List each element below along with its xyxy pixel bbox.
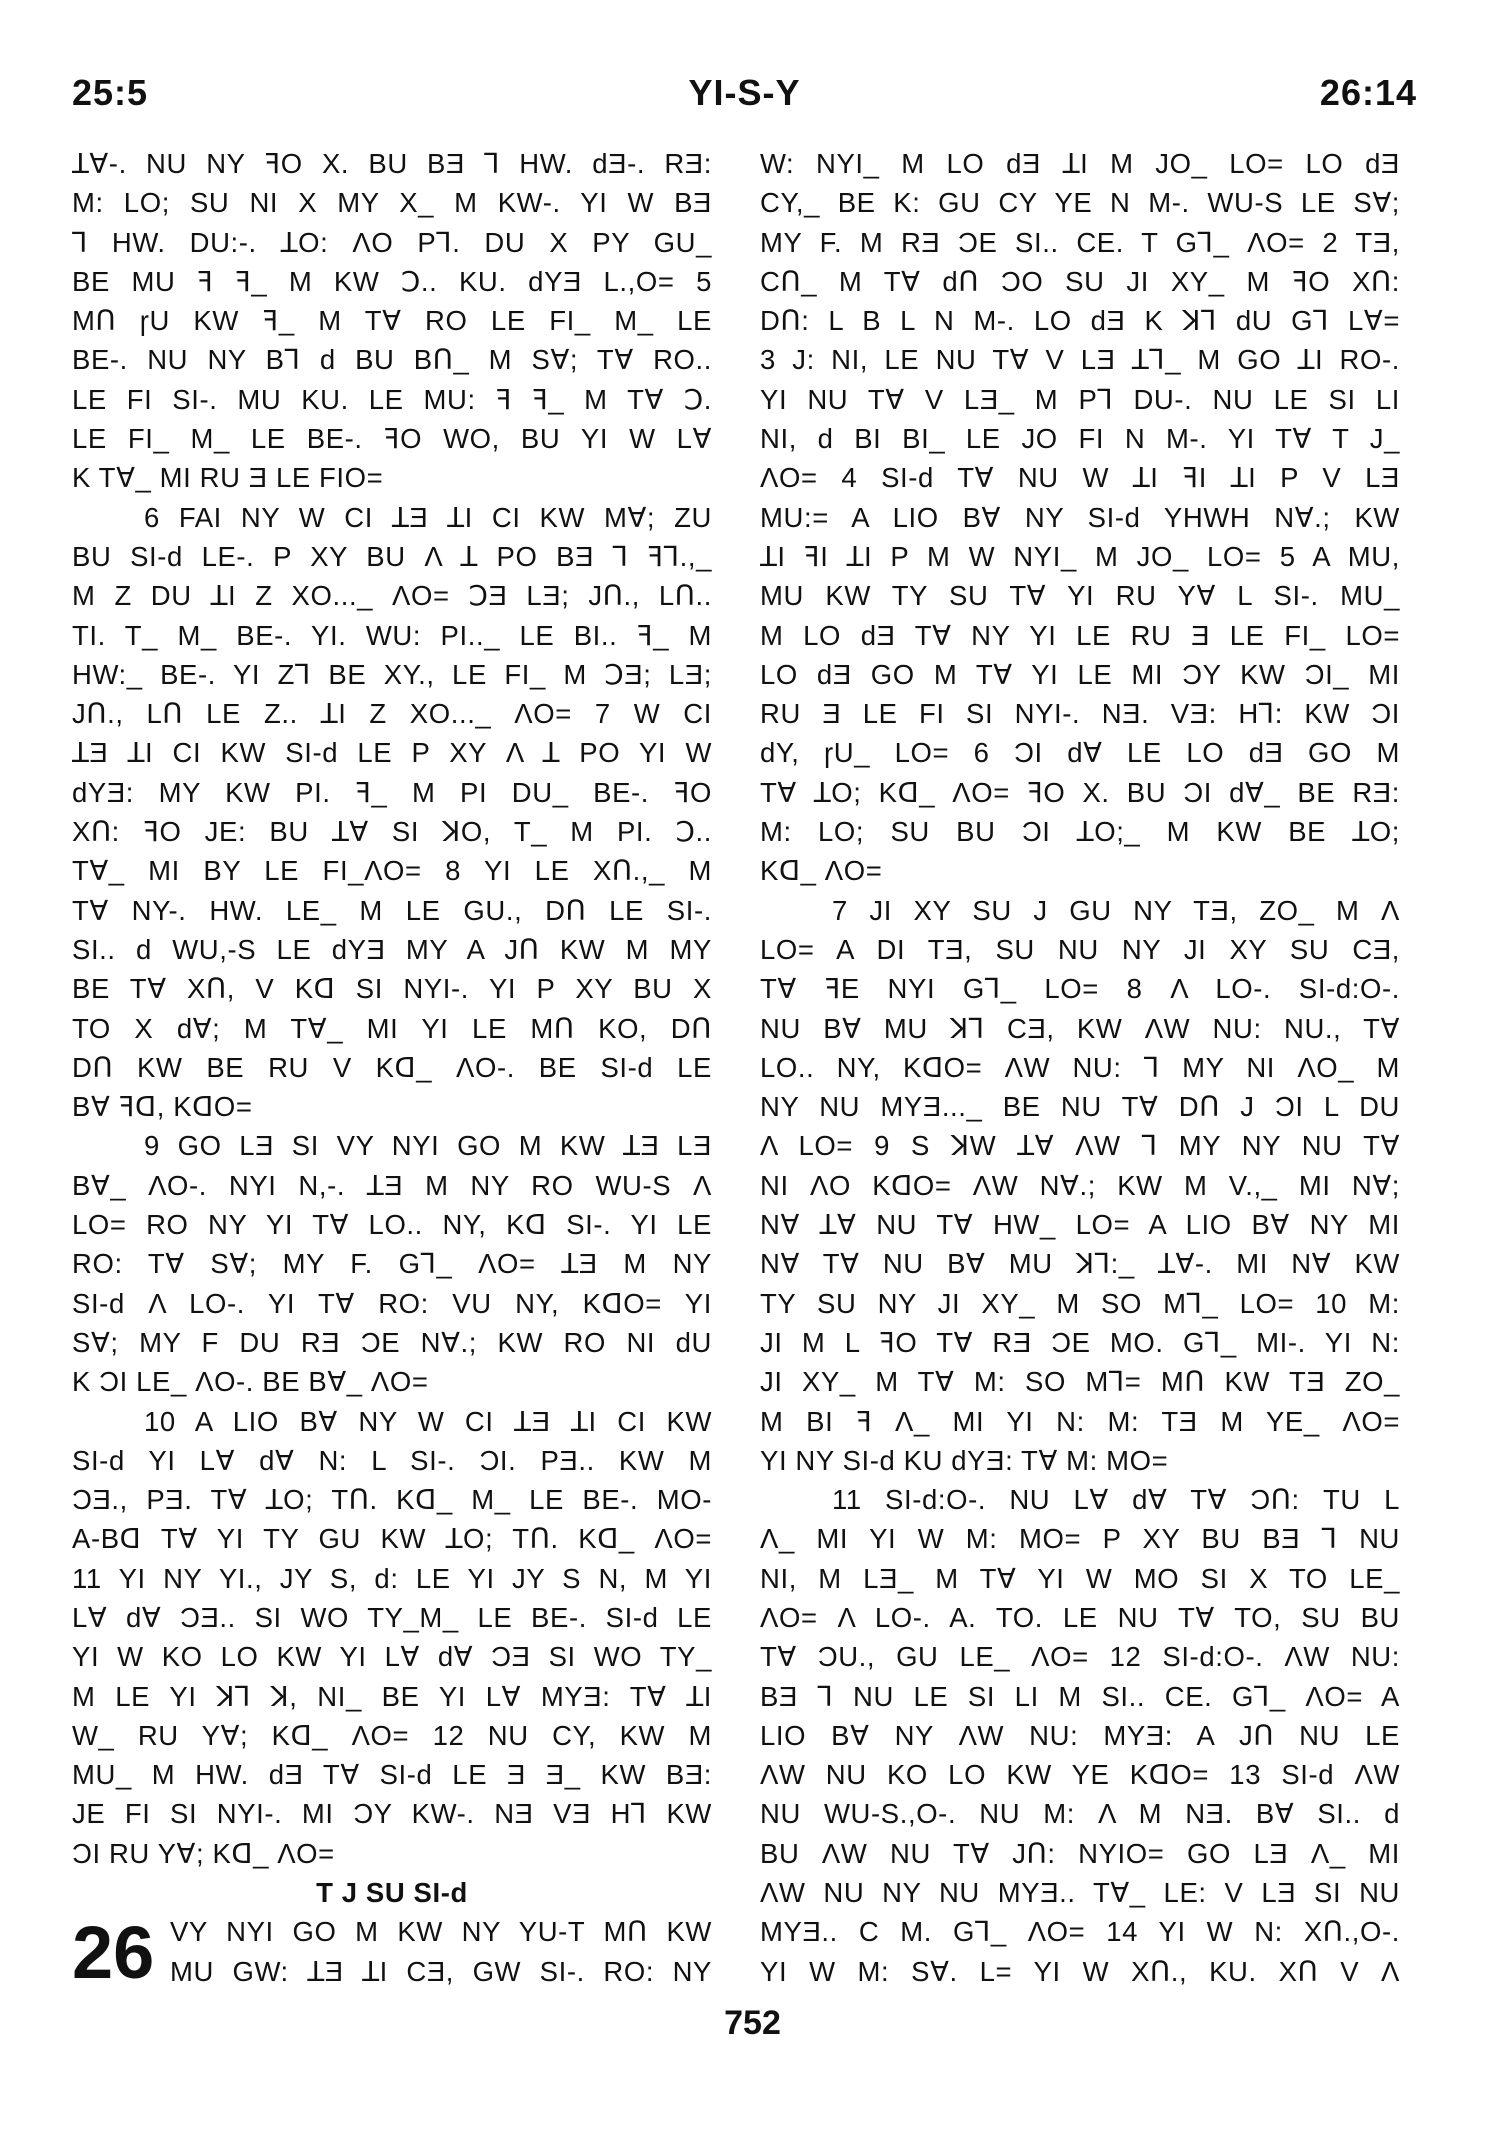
chapter-heading: T J SU SI-d [316,1877,468,1909]
paragraph-continued [760,144,1400,891]
text-line: 9 GO LƎ SI VY NYI GO M KW ꓕƎ LƎ [144,1130,712,1162]
text-line: TO X d∀; M T∀_ MI YI LE MՈ KO, DՈ [72,1012,712,1044]
text-line: MU KW TY SU T∀ YI RU Y∀ L SI-. MU_ [760,580,1400,612]
paragraph-verse-9 [72,1126,712,1401]
text-line: 6 FAI NY W CI ꓕƎ ꓕI CI KW M∀; ZU [144,501,712,533]
text-line: CՈ_ M T∀ dՈ ƆO SU JI XY_ M ꟻO XՈ: [760,265,1400,297]
text-line: 11 SI-d:O-. NU L∀ d∀ T∀ ƆՈ: TU L [832,1484,1400,1516]
text-line: DՈ: L B L N M-. LO dƎ K ꓘꓶ dU Gꓶ L∀= [760,305,1400,337]
text-line: CY,_ BE K: GU CY YE N M-. WU-S LE S∀; [760,187,1400,219]
text-line: ꓶ HW. DU:-. ꓕO: ΛO Pꓶ. DU X PY GU_ [72,226,712,258]
text-line: ΛO= Λ LO-. A. TO. LE NU T∀ TO, SU BU [760,1601,1400,1633]
text-line: K ƆI LE_ ΛO-. BE B∀_ ΛO= [72,1366,429,1398]
text-line: SI-d Λ LO-. YI T∀ RO: VU NY, KꓷO= YI [72,1287,712,1319]
text-line: W: NYI_ M LO dƎ ꓕI M JO_ LO= LO dƎ [760,148,1400,179]
text-line: T∀_ MI BY LE FI_ΛO= 8 YI LE XՈ.,_ M [72,855,712,887]
text-line: YI NY SI-d KU dYƎ: T∀ M: MO= [760,1444,1169,1476]
text-line: LIO B∀ NY ΛW NU: MYƎ: A JՈ NU LE [760,1719,1400,1751]
running-head-right: 26:14 [1319,72,1417,113]
left-column [72,144,712,1994]
text-line: dY, ɼU_ LO= 6 ƆI d∀ LE LO dƎ GO M [760,737,1400,769]
page-header [72,72,1417,118]
text-line: LO dƎ GO M T∀ YI LE MI ƆY KW ƆI_ MI [760,658,1400,690]
right-column [760,144,1400,1994]
text-line: JE FI SI NYI-. MI ƆY KW-. NƎ VƎ Hꓶ KW [72,1798,712,1830]
text-line: K T∀_ MI RU Ǝ LE FIO= [72,462,384,494]
text-line: BƎ ꓶ NU LE SI LI M SI.. CE. Gꓶ_ ΛO= A [760,1680,1400,1712]
text-line: A-Bꓷ T∀ YI TY GU KW ꓕO; TՈ. Kꓷ_ ΛO= [72,1523,712,1555]
text-line: NY NU MYƎ..._ BE NU T∀ DՈ J ƆI L DU [760,1091,1400,1123]
text-line: ƆƎ., PƎ. T∀ ꓕO; TՈ. Kꓷ_ M_ LE BE-. MO- [72,1484,712,1516]
chapter-start [72,1911,712,1994]
text-line: LE FI_ M_ LE BE-. ꟻO WO, BU YI W L∀ [72,423,712,455]
text-line: MYƎ.. C M. Gꓶ_ ΛO= 14 YI W N: XՈ.,O-. [760,1916,1400,1948]
text-line: M: LO; SU NI X MY X_ M KW-. YI W BƎ [72,187,712,219]
text-line: HW:_ BE-. YI Zꓶ BE XY., LE FI_ M ↃƎ; LƎ; [72,658,712,690]
text-line: MU GW: ꓕƎ ꓕI CƎ, GW SI-. RO: NY [170,1955,712,1987]
text-line: M LE YI ꓘꓶ ꓘ, NI_ BE YI L∀ MYƎ: T∀ ꓕI [72,1680,712,1712]
text-line: L∀ d∀ ƆƎ.. SI WO TY_M_ LE BE-. SI-d LE [72,1601,712,1633]
text-line: NI ΛO KꓷO= ΛW N∀.; KW M V.,_ MI N∀; [760,1169,1400,1201]
text-line: T∀ ƆU., GU LE_ ΛO= 12 SI-d:O-. ΛW NU: [760,1641,1400,1673]
text-line: 7 JI XY SU J GU NY TƎ, ZO_ M Λ [832,894,1400,926]
text-line: TY SU NY JI XY_ M SO Mꓶ_ LO= 10 M: [760,1287,1400,1319]
text-line: JI M L ꟻO T∀ RƎ ƆE MO. Gꓶ_ MI-. YI N: [760,1326,1400,1358]
text-line: TI. T_ M_ BE-. YI. WU: PI.._ LE BI.. ꟻ_ M [72,619,712,651]
text-line: ΛW NU NY NU MYƎ.. T∀_ LE: V LƎ SI NU [760,1877,1400,1909]
text-line: YI W KO LO KW YI L∀ d∀ ƆƎ SI WO TY_ [72,1641,712,1673]
text-line: XՈ: ꟻO JE: BU ꓕ∀ SI ꓘO, T_ M PI. Ↄ.. [72,816,712,848]
text-line: NU WU-S.,O-. NU M: Λ M NƎ. B∀ SI.. d [760,1798,1400,1830]
text-line: NI, d BI BI_ LE JO FI N M-. YI T∀ T J_ [760,423,1400,455]
text-line: M LO dƎ T∀ NY YI LE RU Ǝ LE FI_ LO= [760,619,1400,651]
text-line: T∀ ꓕO; Kꓷ_ ΛO= ꟻO X. BU ƆI d∀_ BE RƎ: [760,776,1400,808]
text-line: MU:= A LIO B∀ NY SI-d YHWH N∀.; KW [760,501,1400,533]
text-line: LE FI SI-. MU KU. LE MU: ꟻ ꟻ_ M T∀ Ↄ. [72,383,712,415]
text-line: B∀_ ΛO-. NYI N,-. ꓕƎ M NY RO WU-S Λ [72,1169,712,1201]
paragraph-verse-10 [72,1402,712,1874]
text-line: DՈ KW BE RU V Kꓷ_ ΛO-. BE SI-d LE [72,1051,712,1083]
text-line: SI.. d WU,-S LE dYƎ MY A JՈ KW M MY [72,933,712,965]
text-line: 11 YI NY YI., JY S, d: LE YI JY S N, M YI [72,1562,712,1594]
chapter-opening-lines [170,1912,712,1991]
running-head-title: YI-S-Y [688,72,801,113]
text-line: MՈ ɼU KW ꟻ_ M T∀ RO LE FI_ M_ LE [72,305,712,337]
text-line: ꓕI ꟻI ꓕI P M W NYI_ M JO_ LO= 5 A MU, [760,540,1400,572]
text-line: YI NU T∀ V LƎ_ M Pꓶ DU-. NU LE SI LI [760,383,1400,415]
text-line: M: LO; SU BU ƆI ꓕO;_ M KW BE ꓕO; [760,816,1400,848]
text-line: N∀ T∀ NU B∀ MU ꓘꓶ:_ ꓕ∀-. MI N∀ KW [760,1248,1400,1280]
text-line: M BI ꟻ Λ_ MI YI N: M: TƎ M YE_ ΛO= [760,1405,1400,1437]
paragraph-continued [72,144,712,498]
text-line: ꓕƎ ꓕI CI KW SI-d LE P XY Λ ꓕ PO YI W [72,737,712,769]
text-line: JՈ., LՈ LE Z.. ꓕI Z XO..._ ΛO= 7 W CI [72,698,712,730]
text-line: W_ RU Y∀; Kꓷ_ ΛO= 12 NU CY, KW M [72,1719,712,1751]
text-line: NU B∀ MU ꓘꓶ CƎ, KW ΛW NU: NU., T∀ [760,1012,1400,1044]
text-line: 3 J: NI, LE NU T∀ V LƎ ꓕꓶ_ M GO ꓕI RO-. [760,344,1400,376]
text-line: BU ΛW NU T∀ JՈ: NYIO= GO LƎ Λ_ MI [760,1837,1400,1869]
text-line: LO.. NY, KꓷO= ΛW NU: ꓶ MY NI ΛO_ M [760,1051,1400,1083]
text-line: LO= RO NY YI T∀ LO.. NY, Kꓷ SI-. YI LE [72,1209,712,1241]
text-line: NI, M LƎ_ M T∀ YI W MO SI X TO LE_ [760,1562,1400,1594]
chapter-number: 26 [72,1911,155,1994]
text-line: S∀; MY F DU RƎ ƆE N∀.; KW RO NI dU [72,1326,712,1358]
text-line: BU SI-d LE-. P XY BU Λ ꓕ PO BƎ ꓶ ꟻꓶ.,_ [72,540,712,572]
text-line: ΛW NU KO LO KW YE KꓷO= 13 SI-d ΛW [760,1759,1400,1791]
text-line: BE-. NU NY Bꓶ d BU BՈ_ M S∀; T∀ RO.. [72,344,712,376]
text-line: LO= A DI TƎ, SU NU NY JI XY SU CƎ, [760,933,1400,965]
text-line: N∀ ꓕ∀ NU T∀ HW_ LO= A LIO B∀ NY MI [760,1209,1400,1241]
text-line: BE MU ꟻ ꟻ_ M KW Ↄ.. KU. dYƎ L.,O= 5 [72,265,712,297]
paragraph-verse-7 [760,891,1400,1480]
text-line: RO: T∀ S∀; MY F. Gꓶ_ ΛO= ꓕƎ M NY [72,1248,712,1280]
running-head-left: 25:5 [72,72,149,113]
page-number: 752 [724,2004,781,2042]
text-line: YI W M: S∀. L= YI W XՈ., KU. XՈ V Λ [760,1955,1400,1987]
text-line: ƆI RU Y∀; Kꓷ_ ΛO= [72,1837,335,1869]
paragraph-verse-6 [72,498,712,1127]
text-line: RU Ǝ LE FI SI NYI-. NƎ. VƎ: Hꓶ: KW ƆI [760,698,1400,730]
text-line: Kꓷ_ ΛO= [760,855,883,887]
text-line: ꓕ∀-. NU NY ꟻO X. BU BƎ ꓶ HW. dƎ-. RƎ: [72,148,712,179]
text-line: T∀ NY-. HW. LE_ M LE GU., DՈ LE SI-. [72,894,712,926]
text-line: B∀ ꟻꓷ, KꓷO= [72,1091,253,1123]
text-line: M Z DU ꓕI Z XO..._ ΛO= ↃƎ LƎ; JՈ., LՈ.. [72,580,712,612]
text-line: JI XY_ M T∀ M: SO Mꓶ= MՈ KW TƎ ZO_ [760,1366,1400,1398]
text-line: MU_ M HW. dƎ T∀ SI-d LE Ǝ Ǝ_ KW BƎ: [72,1759,712,1791]
text-line: Λ_ MI YI W M: MO= P XY BU BƎ ꓶ NU [760,1523,1400,1555]
text-line: MY F. M RƎ ƆE SI.. CE. T Gꓶ_ ΛO= 2 TƎ, [760,226,1400,258]
text-line: 10 A LIO B∀ NY W CI ꓕƎ ꓕI CI KW [144,1405,712,1437]
text-line: Λ LO= 9 S ꓘW ꓕ∀ ΛW ꓶ MY NY NU T∀ [760,1130,1400,1162]
text-line: BE T∀ XՈ, V Kꓷ SI NYI-. YI P XY BU X [72,973,712,1005]
text-line: T∀ ꟻE NYI Gꓶ_ LO= 8 Λ LO-. SI-d:O-. [760,973,1400,1005]
text-line: dYƎ: MY KW PI. ꟻ_ M PI DU_ BE-. ꟻO [72,776,712,808]
paragraph-verse-11 [760,1480,1400,1991]
text-line: ΛO= 4 SI-d T∀ NU W ꓕI ꟻI ꓕI P V LƎ [760,462,1400,494]
text-line: SI-d YI L∀ d∀ N: L SI-. ƆI. PƎ.. KW M [72,1444,712,1476]
text-line: VY NYI GO M KW NY YU-T MՈ KW [170,1916,712,1948]
